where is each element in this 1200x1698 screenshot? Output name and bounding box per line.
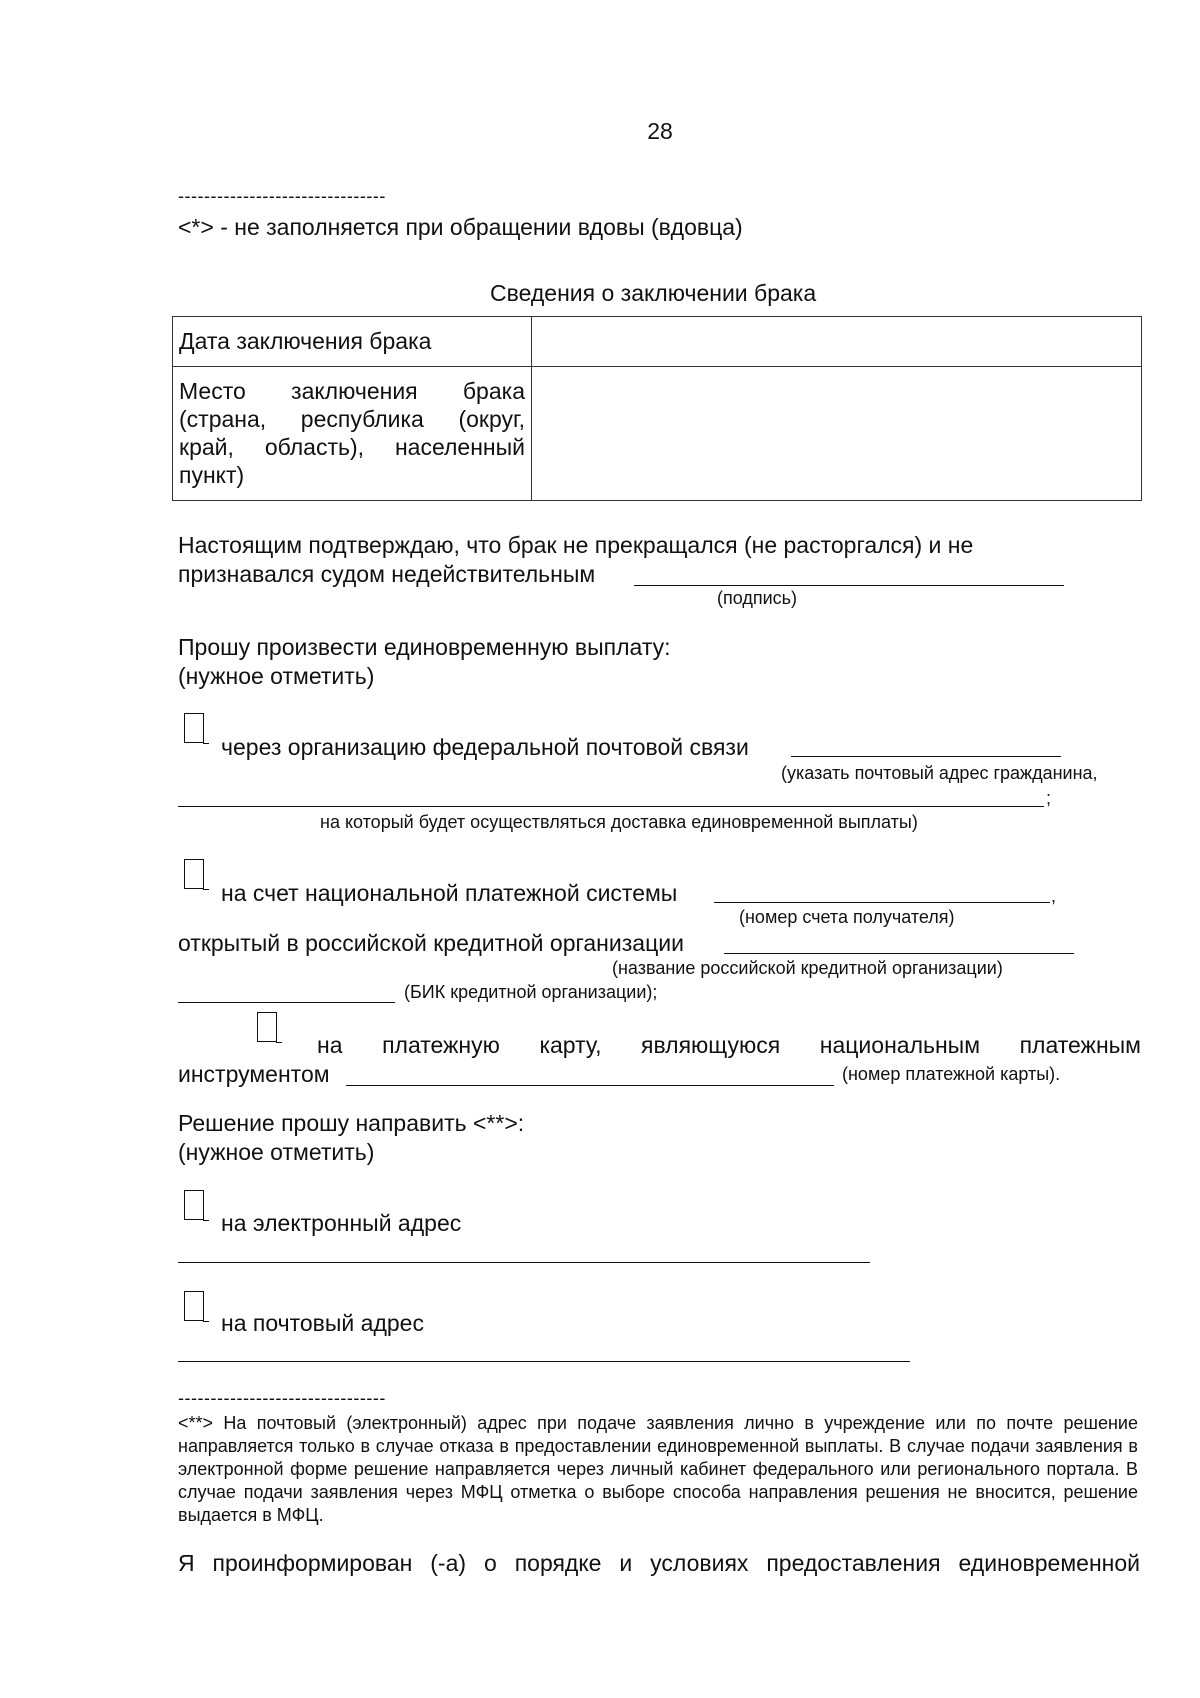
post-address-hint: (указать почтовый адрес гражданина, bbox=[781, 763, 1098, 783]
payment-card-option-label: на платежную карту, являющуюся национальным платежным bbox=[317, 1032, 1141, 1058]
bank-name-hint: (название российской кредитной организации) bbox=[612, 958, 1003, 978]
nps-account-comma: , bbox=[1051, 886, 1057, 906]
bank-name-line[interactable] bbox=[724, 953, 1074, 954]
post-address-line-1[interactable] bbox=[791, 756, 1061, 757]
marriage-place-value[interactable] bbox=[532, 367, 1142, 501]
payment-card-checkbox[interactable] bbox=[257, 1012, 277, 1042]
page-number: 28 bbox=[647, 118, 673, 144]
nps-account-checkbox[interactable] bbox=[184, 859, 204, 889]
postal-address-option-label: на почтовый адрес bbox=[221, 1310, 424, 1336]
footnote-2-text: <**> На почтовый (электронный) адрес при подаче заявления лично в учреждение или по почте решение направляется только в случае отказа в предоставлении единовременной выплаты. В случае подачи заявления в электронной форме решение направляется через личный кабинет федерального или регионального портала. В случае подачи заявления через МФЦ отметка о выборе способа направления решения не вносится, решение выдается в МФЦ. bbox=[178, 1413, 1138, 1525]
email-address-line[interactable] bbox=[178, 1262, 870, 1263]
postal-address-checkbox[interactable] bbox=[184, 1291, 204, 1321]
marriage-place-label: Место заключения брака (страна, республика (округ, край, область), населенный пункт) bbox=[173, 367, 532, 501]
post-office-checkbox[interactable] bbox=[184, 713, 204, 743]
marriage-place-row bbox=[173, 367, 1142, 501]
post-office-option-label: через организацию федеральной почтовой связи bbox=[221, 734, 749, 760]
payment-card-number-line[interactable] bbox=[346, 1085, 834, 1086]
post-address-semicolon: ; bbox=[1046, 788, 1052, 808]
confirm-line-2: признавался судом недействительным bbox=[178, 561, 596, 587]
post-delivery-hint: на который будет осуществляться доставка единовременной выплаты) bbox=[320, 812, 918, 832]
signature-hint: (подпись) bbox=[717, 588, 798, 608]
post-address-line-2[interactable] bbox=[178, 806, 1044, 807]
nps-account-hint: (номер счета получателя) bbox=[739, 907, 955, 927]
marriage-date-row bbox=[173, 317, 1142, 367]
bik-line[interactable] bbox=[178, 1002, 395, 1003]
informed-statement: Я проинформирован (-а) о порядке и условиях предоставления единовременной bbox=[178, 1550, 1140, 1576]
bik-hint: (БИК кредитной организации); bbox=[404, 982, 658, 1002]
email-option-label: на электронный адрес bbox=[221, 1210, 462, 1236]
payment-title: Прошу произвести единовременную выплату: bbox=[178, 634, 671, 660]
marriage-date-label: Дата заключения брака bbox=[173, 317, 532, 367]
payment-card-line-2: инструментом bbox=[178, 1061, 330, 1087]
bank-label: открытый в российской кредитной организации bbox=[178, 930, 684, 956]
payment-note: (нужное отметить) bbox=[178, 663, 375, 689]
email-checkbox[interactable] bbox=[184, 1190, 204, 1220]
footnote-2-separator: -------------------------------- bbox=[178, 1388, 386, 1408]
marriage-section-title: Сведения о заключении брака bbox=[490, 280, 817, 306]
nps-account-option-label: на счет национальной платежной системы bbox=[221, 880, 678, 906]
footnote-separator: -------------------------------- bbox=[178, 186, 386, 206]
signature-line[interactable] bbox=[634, 585, 1064, 586]
payment-card-hint: (номер платежной карты). bbox=[842, 1064, 1061, 1084]
marriage-table bbox=[172, 316, 1142, 501]
footnote-widow-note: <*> - не заполняется при обращении вдовы (вдовца) bbox=[178, 214, 743, 240]
decision-note: (нужное отметить) bbox=[178, 1139, 375, 1165]
decision-title: Решение прошу направить <**>: bbox=[178, 1110, 525, 1136]
postal-address-line[interactable] bbox=[178, 1361, 910, 1362]
confirm-line-1: Настоящим подтверждаю, что брак не прекращался (не расторгался) и не bbox=[178, 532, 974, 558]
marriage-date-value[interactable] bbox=[532, 317, 1142, 367]
nps-account-number-line[interactable] bbox=[714, 902, 1050, 903]
